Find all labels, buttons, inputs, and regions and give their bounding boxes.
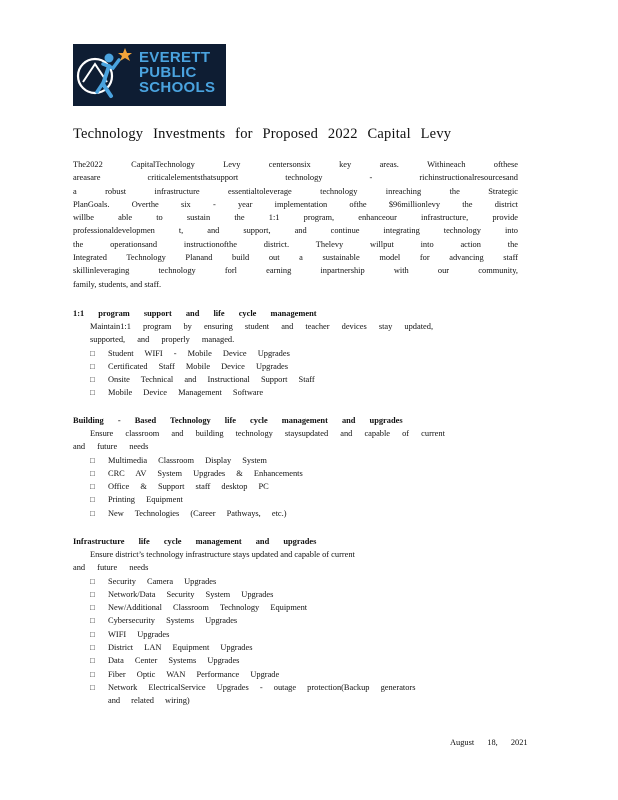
list-item-text: New/Additional Classroom Technology Equipment	[108, 603, 308, 613]
checkbox-bullet-icon: □	[90, 388, 95, 398]
everett-public-schools-logo	[73, 44, 226, 106]
checkbox-bullet-icon: □	[90, 603, 95, 613]
intro-line: The2022 CapitalTechnology Levy centersonsix key areas. Withineach ofthese	[73, 160, 518, 169]
intro-line: family, students, and staff.	[73, 279, 162, 289]
list-item	[90, 575, 521, 588]
checkbox-bullet-icon: □	[90, 589, 95, 599]
checkbox-bullet-icon: □	[90, 629, 95, 639]
list-item-text: Student WIFI - Mobile Device Upgrades	[108, 348, 290, 358]
checkbox-bullet-icon: □	[90, 656, 95, 666]
intro-line: areasare criticalelementsthatsupport technology - richinstructionalresourcesand	[73, 173, 518, 183]
section-description: Maintain1:1 program by ensuring student and teacher devices stay updated,	[90, 322, 434, 331]
section-heading: Infrastructure life cycle management and upgrades	[73, 537, 317, 546]
list-item-continuation	[90, 694, 521, 707]
intro-line: PlanGoals. Overthe six - year implementation ofthe $96millionlevy the district	[73, 199, 518, 209]
checkbox-bullet-icon: □	[90, 361, 95, 371]
checkbox-bullet-icon: □	[90, 669, 95, 679]
list-item-text: Mobile Device Management Software	[108, 388, 264, 398]
intro-line: a robust infrastructure essentialtoleverage technology inreaching the Strategic	[73, 186, 518, 196]
list-item-text: Printing Equipment	[108, 495, 183, 505]
section-description: supported, and properly managed.	[90, 335, 235, 345]
logo-line: EVERETT	[139, 49, 211, 66]
list-item-text: District LAN Equipment Upgrades	[108, 643, 253, 653]
list-item-text: WIFI Upgrades	[108, 629, 170, 639]
intro-line: professionaldevelopmen t, and support, and continue integrating technology into	[73, 226, 518, 236]
checkbox-bullet-icon: □	[90, 508, 95, 518]
list-item-text: Office & Support staff desktop PC	[108, 482, 269, 492]
page-title: Technology Investments for Proposed 2022 Capital Levy	[73, 126, 452, 142]
document-date: August 18, 2021	[450, 738, 528, 747]
list-item-text: New Technologies (Career Pathways, etc.)	[108, 508, 287, 518]
list-item	[90, 588, 521, 601]
list-item-text: CRC AV System Upgrades & Enhancements	[108, 468, 303, 478]
checkbox-bullet-icon: □	[90, 643, 95, 653]
list-item	[90, 347, 521, 360]
list-item-text: Certificated Staff Mobile Device Upgrades	[108, 361, 289, 371]
checkbox-bullet-icon: □	[90, 482, 95, 492]
checkbox-bullet-icon: □	[90, 348, 95, 358]
section-description: Ensure district’s technology infrastructure stays updated and capable of current	[90, 550, 355, 559]
list-item-text: Data Center Systems Upgrades	[108, 656, 240, 666]
checkbox-bullet-icon: □	[90, 616, 95, 626]
list-item-text: Cybersecurity Systems Upgrades	[108, 616, 238, 626]
list-item	[90, 507, 521, 520]
list-item	[90, 454, 521, 467]
section-infrastructure	[73, 535, 521, 708]
list-item	[90, 601, 521, 614]
list-item	[90, 360, 521, 373]
list-item-text: Network/Data Security System Upgrades	[108, 589, 274, 599]
intro-line: the operationsand instructionofthe district. Thelevy willput into action the	[73, 239, 518, 249]
list-item	[90, 654, 521, 667]
list-item	[90, 628, 521, 641]
intro-line: willbe able to sustain the 1:1 program, enhanceour infrastructure, provide	[73, 213, 518, 223]
list-item-text: Network ElectricalService Upgrades - outage protection(Backup generators	[108, 682, 416, 692]
checkbox-bullet-icon: □	[90, 455, 95, 465]
list-item	[90, 641, 521, 654]
list-item-text: Fiber Optic WAN Performance Upgrade	[108, 669, 280, 679]
list-item	[90, 681, 521, 694]
list-item	[90, 668, 521, 681]
list-item-text: Onsite Technical and Instructional Support Staff	[108, 375, 315, 385]
logo-wordmark	[139, 50, 225, 95]
section-heading: Building - Based Technology life cycle management and upgrades	[73, 416, 403, 425]
list-item-text: Security Camera Upgrades	[108, 576, 217, 586]
list-item-text: Multimedia Classroom Display System	[108, 455, 267, 465]
section-building-technology	[73, 414, 521, 520]
list-item	[90, 614, 521, 627]
checkbox-bullet-icon: □	[90, 495, 95, 505]
section-one-to-one-program	[73, 307, 521, 400]
section-description: and future needs	[73, 563, 149, 573]
intro-line: skillinleveraging technology forl earning inpartnership with our community,	[73, 266, 518, 276]
logo-line: SCHOOLS	[139, 79, 216, 96]
list-item	[90, 386, 521, 399]
section-description: Ensure classroom and building technology staysupdated and capable of current	[90, 429, 445, 438]
intro-line: Integrated Technology Planand build out a sustainable model for advancing staff	[73, 253, 518, 263]
list-item	[90, 467, 521, 480]
section-list	[73, 575, 521, 708]
list-item-text: and related wiring)	[108, 696, 190, 706]
logo-line: PUBLIC	[139, 64, 197, 81]
list-item	[90, 373, 521, 386]
section-list	[73, 347, 521, 400]
list-item	[90, 480, 521, 493]
list-item	[90, 493, 521, 506]
checkbox-bullet-icon: □	[90, 468, 95, 478]
checkbox-bullet-icon: □	[90, 375, 95, 385]
checkbox-bullet-icon: □	[90, 576, 95, 586]
section-description: and future needs	[73, 442, 149, 452]
intro-paragraph	[73, 158, 518, 291]
logo-figure-icon	[73, 44, 139, 106]
section-heading: 1:1 program support and life cycle management	[73, 309, 317, 318]
section-list	[73, 454, 521, 520]
checkbox-bullet-icon: □	[90, 682, 95, 692]
